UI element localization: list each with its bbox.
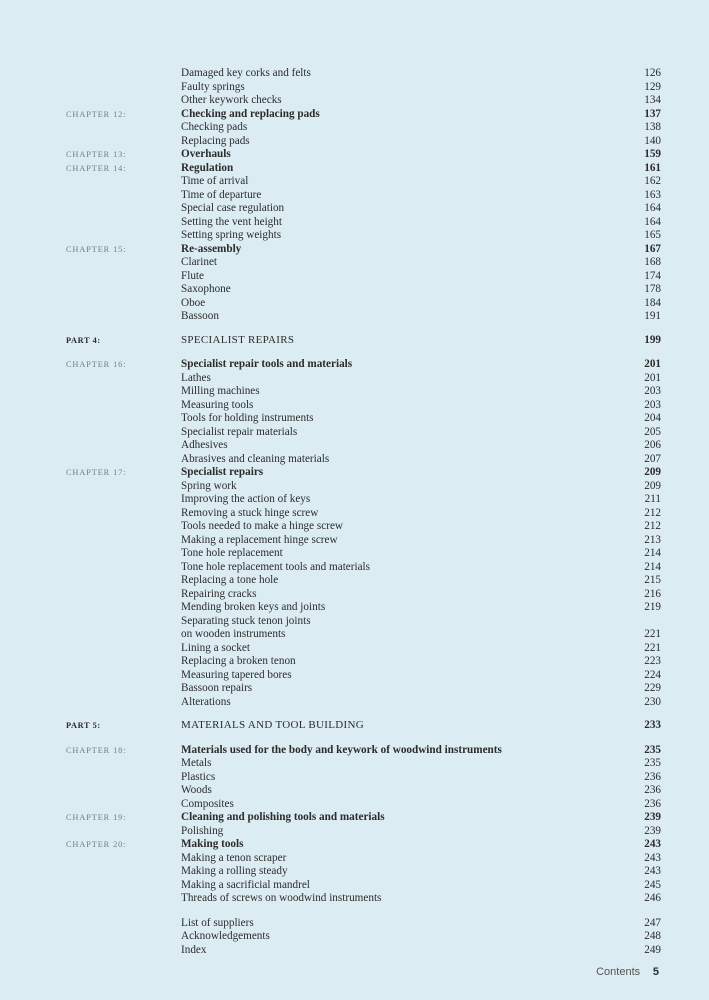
toc-entry-title: Separating stuck tenon joints bbox=[181, 614, 311, 627]
toc-page-number: 164 bbox=[644, 202, 661, 214]
toc-entry-title: Damaged key corks and felts bbox=[181, 67, 311, 79]
toc-entry-title: on wooden instruments bbox=[181, 628, 286, 640]
toc-page-number: 247 bbox=[644, 916, 661, 929]
toc-entry-title: Adhesives bbox=[181, 439, 228, 451]
toc-page-number: 191 bbox=[644, 310, 661, 322]
table-of-contents bbox=[0, 67, 709, 957]
toc-entry-row bbox=[0, 135, 709, 149]
toc-page-number: 167 bbox=[644, 242, 661, 255]
toc-chapter-row bbox=[0, 811, 709, 825]
toc-entry-title: Polishing bbox=[181, 824, 224, 837]
chapter-label: CHAPTER 15: bbox=[66, 244, 127, 254]
toc-entry-row bbox=[0, 283, 709, 297]
toc-page-number: 184 bbox=[644, 296, 661, 309]
toc-entry-row bbox=[0, 588, 709, 602]
toc-entry-title: Composites bbox=[181, 797, 234, 810]
toc-page-number: 236 bbox=[644, 770, 661, 783]
toc-entry-row bbox=[0, 520, 709, 534]
toc-entry-row bbox=[0, 121, 709, 135]
toc-page-number: 205 bbox=[644, 425, 661, 438]
chapter-label: CHAPTER 12: bbox=[66, 109, 127, 119]
toc-page-number: 129 bbox=[644, 80, 661, 93]
toc-entry-title: Materials used for the body and keywork of woodwind instruments bbox=[181, 743, 502, 756]
toc-page-number: 165 bbox=[644, 229, 661, 241]
toc-entry-row bbox=[0, 574, 709, 588]
toc-page-number: 137 bbox=[644, 107, 661, 120]
toc-entry-row bbox=[0, 865, 709, 879]
toc-entry-title: Making a rolling steady bbox=[181, 865, 288, 877]
toc-page-number: 168 bbox=[644, 256, 661, 268]
toc-entry-title: Measuring tapered bores bbox=[181, 668, 292, 681]
toc-entry-row bbox=[0, 852, 709, 866]
chapter-label: CHAPTER 18: bbox=[66, 745, 127, 755]
toc-entry-title: Replacing a broken tenon bbox=[181, 655, 296, 667]
toc-entry-title: Saxophone bbox=[181, 283, 231, 295]
toc-page-number: 203 bbox=[644, 398, 661, 411]
toc-entry-title: Spring work bbox=[181, 479, 237, 492]
toc-chapter-row bbox=[0, 243, 709, 257]
toc-chapter-row bbox=[0, 108, 709, 122]
toc-entry-title: Setting spring weights bbox=[181, 229, 282, 241]
toc-entry-row bbox=[0, 426, 709, 440]
toc-entry-row bbox=[0, 453, 709, 467]
toc-entry-title: Mending broken keys and joints bbox=[181, 601, 326, 613]
toc-page-number: 138 bbox=[644, 121, 661, 133]
toc-entry-title: MATERIALS AND TOOL BUILDING bbox=[181, 719, 364, 731]
toc-entry-title: Acknowledgements bbox=[181, 930, 270, 942]
toc-part-row bbox=[0, 719, 709, 733]
toc-entry-row bbox=[0, 202, 709, 216]
toc-entry-row bbox=[0, 310, 709, 324]
toc-entry-row bbox=[0, 696, 709, 710]
toc-entry-title: Plastics bbox=[181, 770, 216, 783]
toc-entry-row bbox=[0, 944, 709, 958]
toc-page-number: 235 bbox=[644, 757, 661, 769]
toc-entry-row bbox=[0, 81, 709, 95]
toc-page-number: 207 bbox=[644, 452, 661, 465]
toc-page-number: 206 bbox=[644, 439, 661, 451]
toc-entry-title: Bassoon bbox=[181, 310, 219, 322]
toc-entry-title: Tools needed to make a hinge screw bbox=[181, 520, 343, 532]
toc-entry-row bbox=[0, 547, 709, 561]
toc-page-number: 213 bbox=[644, 533, 661, 546]
toc-entry-title: Lathes bbox=[181, 371, 211, 384]
toc-entry-title: Flute bbox=[181, 269, 204, 282]
toc-entry-title: Making a sacrificial mandrel bbox=[181, 878, 310, 891]
part-label: PART 4: bbox=[66, 335, 101, 345]
toc-page-number: 163 bbox=[644, 188, 661, 201]
chapter-label: CHAPTER 13: bbox=[66, 150, 127, 159]
toc-entry-row bbox=[0, 67, 709, 81]
toc-page-number: 209 bbox=[644, 479, 661, 492]
toc-page-number: 201 bbox=[644, 358, 661, 370]
toc-entry-row bbox=[0, 798, 709, 812]
toc-entry-row bbox=[0, 189, 709, 203]
toc-page-number: 199 bbox=[644, 333, 661, 346]
toc-entry-row bbox=[0, 917, 709, 931]
toc-entry-title: Checking pads bbox=[181, 121, 248, 133]
toc-page-number: 214 bbox=[644, 547, 661, 559]
toc-entry-title: Tools for holding instruments bbox=[181, 412, 314, 424]
toc-page-number: 214 bbox=[644, 560, 661, 573]
toc-entry-title: Re-assembly bbox=[181, 242, 242, 255]
toc-entry-row bbox=[0, 669, 709, 683]
toc-entry-title: Abrasives and cleaning materials bbox=[181, 452, 330, 465]
toc-entry-title: Replacing pads bbox=[181, 134, 250, 147]
toc-part-row bbox=[0, 334, 709, 348]
toc-entry-row bbox=[0, 175, 709, 189]
toc-entry-row bbox=[0, 879, 709, 893]
toc-entry-title: Time of departure bbox=[181, 188, 262, 201]
toc-entry-title: Cleaning and polishing tools and materials bbox=[181, 811, 385, 823]
chapter-label: CHAPTER 16: bbox=[66, 360, 127, 369]
toc-entry-row bbox=[0, 784, 709, 798]
toc-entry-title: Alterations bbox=[181, 695, 231, 708]
toc-entry-row bbox=[0, 399, 709, 413]
toc-page-number: 221 bbox=[644, 641, 661, 654]
toc-entry-row bbox=[0, 493, 709, 507]
toc-page-number: 216 bbox=[644, 587, 661, 600]
toc-entry-row bbox=[0, 216, 709, 230]
toc-page-number: 229 bbox=[644, 682, 661, 694]
toc-page-number: 174 bbox=[644, 269, 661, 282]
toc-entry-title: Specialist repair tools and materials bbox=[181, 358, 353, 370]
toc-entry-row bbox=[0, 615, 709, 629]
toc-entry-title: Overhauls bbox=[181, 148, 231, 160]
toc-page-number: 248 bbox=[644, 930, 661, 942]
toc-page-number: 134 bbox=[644, 94, 661, 106]
toc-chapter-row bbox=[0, 358, 709, 372]
toc-entry-title: Measuring tools bbox=[181, 398, 254, 411]
toc-entry-row bbox=[0, 601, 709, 615]
toc-entry-row bbox=[0, 439, 709, 453]
toc-page-number: 178 bbox=[644, 283, 661, 295]
chapter-label: CHAPTER 19: bbox=[66, 813, 127, 822]
toc-entry-row bbox=[0, 480, 709, 494]
toc-page-number: 126 bbox=[644, 67, 661, 79]
page-footer bbox=[596, 965, 659, 979]
toc-entry-title: Milling machines bbox=[181, 385, 260, 397]
toc-entry-row bbox=[0, 825, 709, 839]
toc-entry-title: Bassoon repairs bbox=[181, 682, 253, 694]
toc-entry-title: Specialist repairs bbox=[181, 466, 264, 478]
toc-entry-row bbox=[0, 297, 709, 311]
toc-page-number: 211 bbox=[644, 493, 661, 505]
toc-entry-title: Other keywork checks bbox=[181, 94, 282, 106]
toc-entry-row bbox=[0, 682, 709, 696]
toc-page-number: 224 bbox=[644, 668, 661, 681]
toc-entry-title: Replacing a tone hole bbox=[181, 574, 279, 586]
chapter-label: CHAPTER 14: bbox=[66, 163, 127, 173]
toc-entry-row bbox=[0, 412, 709, 426]
toc-entry-row bbox=[0, 892, 709, 906]
footer-label: Contents bbox=[596, 966, 641, 978]
toc-page-number: 239 bbox=[644, 811, 661, 823]
toc-entry-title: Setting the vent height bbox=[181, 215, 282, 228]
toc-entry-row bbox=[0, 507, 709, 521]
toc-entry-title: Regulation bbox=[181, 161, 234, 174]
toc-entry-row bbox=[0, 642, 709, 656]
toc-page-number: 249 bbox=[644, 943, 661, 956]
toc-chapter-row bbox=[0, 838, 709, 852]
chapter-label: CHAPTER 17: bbox=[66, 468, 127, 477]
toc-entry-title: Faulty springs bbox=[181, 80, 245, 93]
toc-entry-title: Index bbox=[181, 943, 207, 956]
page-number: 5 bbox=[652, 966, 659, 978]
toc-entry-title: Lining a socket bbox=[181, 641, 250, 654]
toc-entry-title: Making a replacement hinge screw bbox=[181, 533, 338, 546]
toc-entry-row bbox=[0, 534, 709, 548]
toc-page-number: 212 bbox=[644, 506, 661, 519]
toc-entry-title: Metals bbox=[181, 757, 212, 769]
toc-page-number: 215 bbox=[644, 574, 661, 586]
toc-page-number: 243 bbox=[644, 838, 661, 850]
toc-entry-row bbox=[0, 930, 709, 944]
toc-entry-title: Woods bbox=[181, 784, 212, 796]
toc-page-number: 236 bbox=[644, 797, 661, 810]
toc-page-number: 233 bbox=[644, 719, 661, 731]
toc-entry-row bbox=[0, 771, 709, 785]
toc-chapter-row bbox=[0, 162, 709, 176]
toc-entry-title: Repairing cracks bbox=[181, 587, 257, 600]
toc-page-number: 239 bbox=[644, 824, 661, 837]
toc-entry-title: Specialist repair materials bbox=[181, 425, 298, 438]
toc-entry-row bbox=[0, 655, 709, 669]
toc-entry-row bbox=[0, 229, 709, 243]
toc-entry-title: Clarinet bbox=[181, 256, 218, 268]
toc-page-number: 221 bbox=[644, 628, 661, 640]
toc-entry-row bbox=[0, 561, 709, 575]
toc-page-number: 230 bbox=[644, 695, 661, 708]
toc-chapter-row bbox=[0, 466, 709, 480]
toc-entry-title: Tone hole replacement bbox=[181, 547, 283, 559]
chapter-label: CHAPTER 20: bbox=[66, 840, 127, 849]
toc-entry-title: Tone hole replacement tools and materials bbox=[181, 560, 371, 573]
toc-entry-title: Special case regulation bbox=[181, 202, 285, 214]
toc-entry-title: Making a tenon scraper bbox=[181, 851, 287, 864]
toc-page-number: 164 bbox=[644, 215, 661, 228]
toc-entry-row bbox=[0, 372, 709, 386]
toc-entry-title: Improving the action of keys bbox=[181, 493, 311, 505]
toc-page-number: 209 bbox=[644, 466, 661, 478]
toc-page-number: 223 bbox=[644, 655, 661, 667]
toc-page-number: 219 bbox=[644, 601, 661, 613]
toc-entry-row bbox=[0, 628, 709, 642]
toc-page-number: 236 bbox=[644, 784, 661, 796]
toc-entry-title: Oboe bbox=[181, 296, 206, 309]
toc-entry-row bbox=[0, 270, 709, 284]
toc-page-number: 140 bbox=[644, 134, 661, 147]
toc-page-number: 201 bbox=[644, 371, 661, 384]
toc-entry-title: Threads of screws on woodwind instruments bbox=[181, 892, 382, 904]
toc-entry-row bbox=[0, 94, 709, 108]
toc-page-number: 212 bbox=[644, 520, 661, 532]
toc-entry-title: List of suppliers bbox=[181, 916, 254, 929]
toc-page-number: 161 bbox=[644, 161, 661, 174]
toc-chapter-row bbox=[0, 148, 709, 162]
toc-page-number: 243 bbox=[644, 851, 661, 864]
toc-page-number: 204 bbox=[644, 412, 661, 424]
toc-page-number: 203 bbox=[644, 385, 661, 397]
toc-page-number: 245 bbox=[644, 878, 661, 891]
toc-page-number: 162 bbox=[644, 175, 661, 187]
toc-page-number: 246 bbox=[644, 892, 661, 904]
part-label: PART 5: bbox=[66, 721, 101, 730]
toc-entry-title: SPECIALIST REPAIRS bbox=[181, 333, 295, 346]
toc-entry-row bbox=[0, 757, 709, 771]
toc-entry-title: Making tools bbox=[181, 838, 244, 850]
toc-entry-title: Removing a stuck hinge screw bbox=[181, 506, 319, 519]
toc-entry-title: Checking and replacing pads bbox=[181, 107, 320, 120]
toc-page-number: 243 bbox=[644, 865, 661, 877]
toc-entry-row bbox=[0, 256, 709, 270]
toc-entry-row bbox=[0, 385, 709, 399]
toc-entry-title: Time of arrival bbox=[181, 175, 249, 187]
toc-chapter-row bbox=[0, 744, 709, 758]
toc-page-number: 159 bbox=[644, 148, 661, 160]
toc-page-number: 235 bbox=[644, 743, 661, 756]
